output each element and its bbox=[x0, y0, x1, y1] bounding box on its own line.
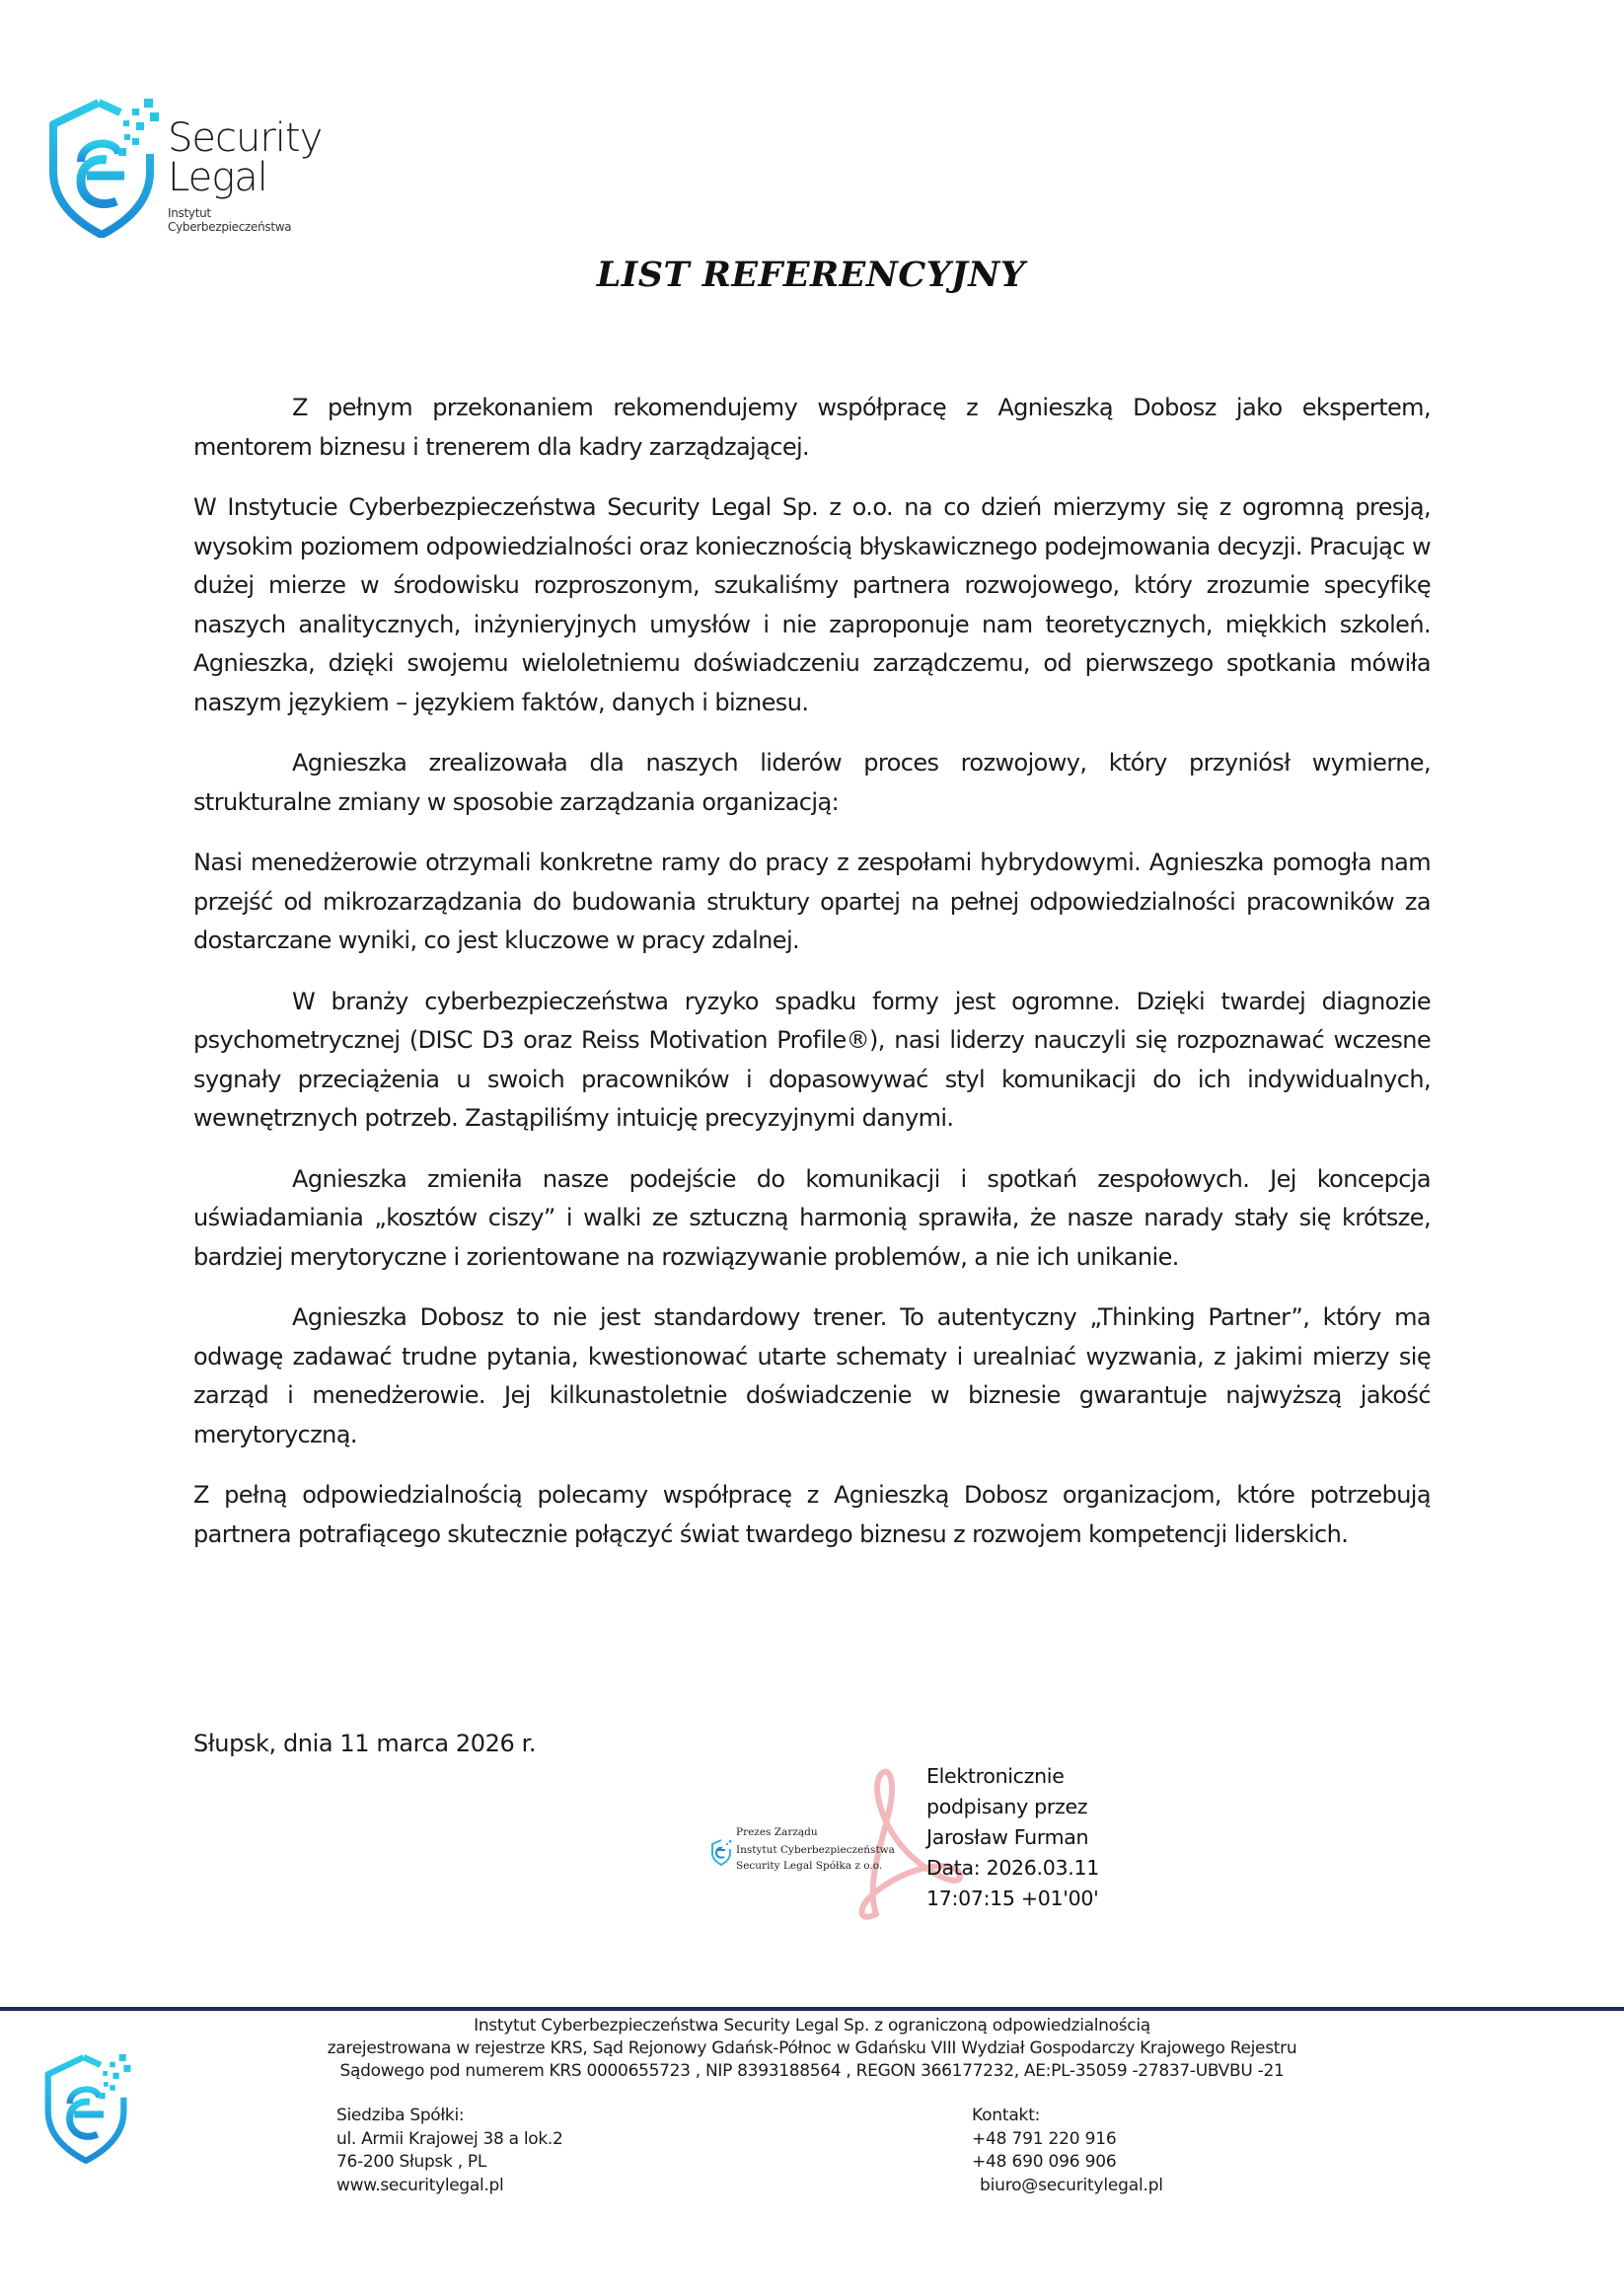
hq-street: ul. Armii Krajowej 38 a lok.2 bbox=[336, 2128, 563, 2149]
paragraph: W branży cyberbezpieczeństwa ryzyko spadku formy jest ogromne. Dzięki twardej diagnozie psychometrycznej (DISC D3 oraz Reiss Motivation Profile®), nasi liderzy nauczyli się rozpoznawać wczesne sygnały przeciążenia u swoich pracowników i dopasowywać styl komunikacji do ich indywidualnych, wewnętrznych potrzeb. Zastąpiliśmy intuicję precyzyjnymi danymi. bbox=[193, 987, 1431, 1132]
contact-label: Kontakt: bbox=[972, 2106, 1041, 2125]
contact-phone-1[interactable]: +48 791 220 916 bbox=[972, 2128, 1117, 2149]
document-title: LIST REFERENCYJNY bbox=[596, 255, 1026, 295]
signer-name: Jarosław Furman bbox=[926, 1825, 1089, 1849]
paragraph: Z pełną odpowiedzialnością polecamy współpracę z Agnieszką Dobosz organizacjom, które potrzebują partnera potrafiącego skutecznie połączyć świat twardego biznesu z rozwojem kompetencji liderskich. bbox=[193, 1481, 1431, 1548]
paragraph: Agnieszka zmieniła nasze podejście do komunikacji i spotkań zespołowych. Jej koncepcja uświadamiania „kosztów ciszy” i walki ze sztuczną harmonią sprawiła, że nasze narady stały się krótsze, bardziej merytoryczne i zorientowane na rozwiązywanie problemów, a nie ich unikanie. bbox=[193, 1164, 1431, 1271]
footer-shield-logo-icon bbox=[43, 2050, 132, 2164]
signer-role: Prezes Zarządu bbox=[736, 1826, 818, 1838]
signature-details bbox=[926, 1761, 1099, 1914]
logo-tagline: Instytut Cyberbezpieczeństwa bbox=[168, 206, 292, 234]
signer-org-line2: Security Legal Spółka z o.o. bbox=[736, 1860, 883, 1872]
paragraph: W Instytucie Cyberbezpieczeństwa Security Legal Sp. z o.o. na co dzień mierzymy się z ogromną presją, wysokim poziomem odpowiedzialności oraz koniecznością błyskawicznego podejmowania decyzji. Pracując w dużej mierze w środowisku rozproszonym, szukaliśmy partnera rozwojowego, który zrozumie specyfikę naszych analitycznych, inżynieryjnych umysłów i nie zaproponuje nam teoretycznych, miękkich szkoleń. Agnieszka, dzięki swojemu wieloletniemu doświadczeniu zarządczemu, od pierwszego spotkania mówiła naszym językiem – językiem faktów, danych i biznesu. bbox=[193, 493, 1431, 716]
contact-email-link[interactable]: biuro@securitylegal.pl bbox=[980, 2175, 1163, 2195]
website-link[interactable]: www.securitylegal.pl bbox=[336, 2175, 504, 2195]
logo-word-security: Security bbox=[168, 115, 323, 161]
paragraph: Nasi menedżerowie otrzymali konkretne ramy do pracy z zespołami hybrydowymi. Agnieszka pomogła nam przejść od mikrozarządzania do budowania struktury opartej na pełnej odpowiedzialności pracowników za dostarczane wyniki, co jest kluczowe w pracy zdalnej. bbox=[193, 849, 1431, 954]
company-shield-icon bbox=[710, 1838, 734, 1866]
legal-line-1: Instytut Cyberbezpieczeństwa Security Legal Sp. z ograniczoną odpowiedzialnością bbox=[474, 2016, 1150, 2036]
footer-divider bbox=[0, 2007, 1624, 2011]
footer-legal-info bbox=[0, 2015, 1624, 2083]
shield-e-pixel-icon bbox=[47, 95, 161, 238]
contact-phone-2[interactable]: +48 690 096 906 bbox=[972, 2152, 1117, 2172]
signature-time: 17:07:15 +01'00' bbox=[926, 1887, 1099, 1910]
legal-line-2: zarejestrowana w rejestrze KRS, Sąd Rejonowy Gdańsk-Północ w Gdańsku VIII Wydział Gospodarczy Krajowego Rejestru bbox=[327, 2038, 1297, 2058]
signature-date: Data: 2026.03.11 bbox=[926, 1856, 1099, 1880]
footer-headquarters bbox=[336, 2105, 563, 2197]
legal-line-3: Sądowego pod numerem KRS 0000655723 , NIP 8393188564 , REGON 366177232, AE:PL-35059 -27837-UBVBU -21 bbox=[339, 2061, 1285, 2081]
footer-contact bbox=[972, 2105, 1163, 2197]
paragraph: Z pełnym przekonaniem rekomendujemy współpracę z Agnieszką Dobosz jako ekspertem, mentorem biznesu i trenerem dla kadry zarządzającej. bbox=[193, 394, 1431, 461]
logo-wordmark bbox=[168, 115, 323, 200]
letter-body bbox=[193, 389, 1431, 1576]
hq-city: 76-200 Słupsk , PL bbox=[336, 2152, 487, 2172]
hq-label: Siedziba Spółki: bbox=[336, 2106, 465, 2125]
signature-line-1: Elektronicznie bbox=[926, 1764, 1065, 1788]
digital-signature-block[interactable] bbox=[708, 1761, 1123, 1929]
paragraph: Agnieszka zrealizowała dla naszych liderów proces rozwojowy, który przyniósł wymierne, strukturalne zmiany w sposobie zarządzania organizacją: bbox=[193, 749, 1431, 816]
signer-org-line1: Instytut Cyberbezpieczeństwa bbox=[736, 1844, 895, 1856]
signature-line-2: podpisany przez bbox=[926, 1795, 1088, 1818]
logo-word-legal: Legal bbox=[168, 155, 267, 200]
paragraph: Agnieszka Dobosz to nie jest standardowy trener. To autentyczny „Thinking Partner”, który ma odwagę zadawać trudne pytania, kwestionować utarte schematy i urealniać wyzwania, z jakimi mierzy się zarząd i menedżerowie. Jej kilkunastoletnie doświadczenie w biznesie gwarantuje najwyższą jakość merytoryczną. bbox=[193, 1303, 1431, 1448]
company-logo bbox=[47, 95, 333, 243]
place-and-date: Słupsk, dnia 11 marca 2026 r. bbox=[193, 1730, 537, 1757]
